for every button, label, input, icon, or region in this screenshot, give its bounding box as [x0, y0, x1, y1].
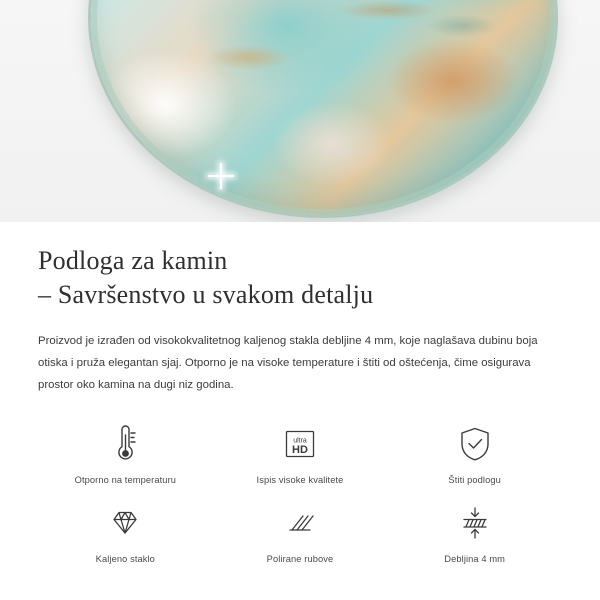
product-description: Proizvod je izrađen od visokokvalitetnog kaljenog stakla debljine 4 mm, koje naglašava dubinu boja otiska i pruža elegantan sjaj. Otporno je na visoke temperature i štiti od oštećenja, čime osigurava prostor oko kamina na dugi niz godina.	[38, 334, 538, 392]
feature-grid	[38, 422, 562, 564]
polished-edges-icon	[280, 501, 320, 545]
svg-text:HD: HD	[292, 444, 308, 457]
feature-item-thickness	[387, 501, 562, 564]
shield-check-icon	[455, 422, 495, 466]
feature-item-polished-edges	[213, 501, 388, 564]
feature-label: Polirane rubove	[266, 554, 334, 565]
feature-item-protects-surface	[387, 422, 562, 485]
headline-line-1: Podloga za kamin	[38, 246, 228, 275]
ultra-hd-icon	[280, 422, 320, 466]
thickness-arrows-icon	[455, 501, 495, 545]
hero-image	[0, 0, 600, 222]
headline-line-2: – Savršenstvo u svakom detalju	[38, 280, 374, 310]
feature-item-tempered-glass	[38, 501, 213, 564]
diamond-icon	[105, 501, 145, 545]
feature-label: Otporno na temperaturu	[74, 475, 177, 486]
feature-label: Ispis visoke kvalitete	[256, 475, 344, 486]
content-area	[0, 244, 600, 564]
svg-text:ultra: ultra	[293, 437, 307, 445]
feature-label: Debljina 4 mm	[444, 554, 506, 565]
feature-item-temperature	[38, 422, 213, 485]
thermometer-icon	[105, 422, 145, 466]
feature-label: Kaljeno staklo	[95, 554, 155, 565]
round-glass-board	[88, 0, 558, 218]
feature-item-print-quality	[213, 422, 388, 485]
page-title	[38, 244, 562, 313]
feature-label: Štiti podlogu	[448, 475, 501, 486]
